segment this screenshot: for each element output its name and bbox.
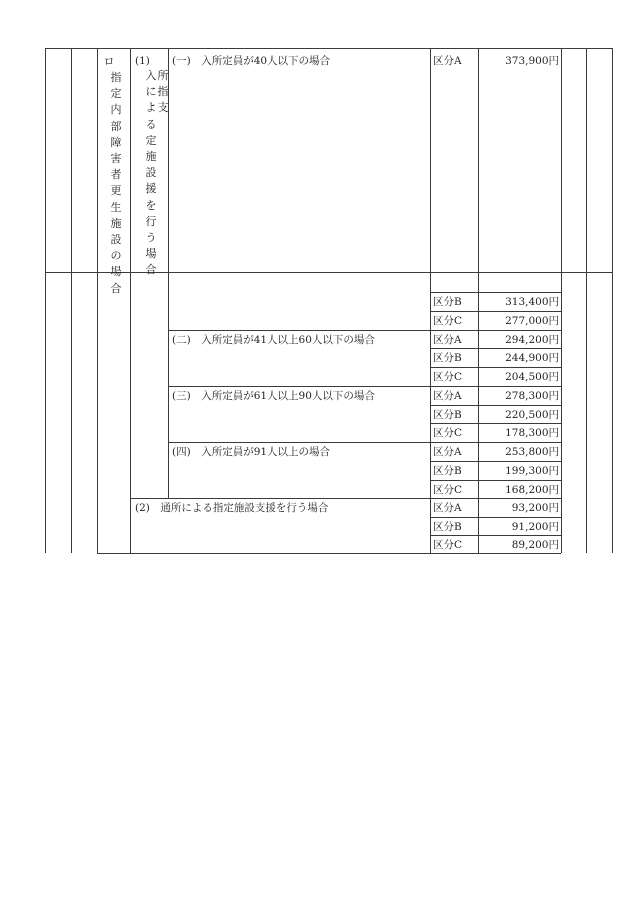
col-rule	[561, 48, 562, 553]
sub2-label: (2) 通所による指定施設支援を行う場合	[135, 502, 329, 514]
row-rule	[430, 480, 561, 481]
amount-cell: 253,800円	[505, 446, 559, 458]
category-cell: 区分B	[433, 352, 462, 364]
row-rule	[168, 386, 561, 387]
category-cell: 区分B	[433, 521, 462, 533]
category-cell: 区分B	[433, 465, 462, 477]
row-rule	[168, 442, 561, 443]
category-cell: 区分C	[433, 427, 463, 439]
row-rule	[430, 311, 561, 312]
amount-cell: 294,200円	[505, 334, 559, 346]
amount-cell: 277,000円	[505, 315, 559, 327]
amount-cell: 244,900円	[505, 352, 559, 364]
col-rule	[430, 48, 431, 553]
section-title-vertical: 指定内部障害者更生施設の場合	[110, 71, 122, 295]
amount-cell: 204,500円	[505, 371, 559, 383]
row-rule	[430, 423, 561, 424]
col-rule	[45, 48, 46, 553]
amount-cell: 313,400円	[505, 296, 559, 308]
category-cell: 区分C	[433, 315, 463, 327]
amount-cell: 91,200円	[511, 521, 559, 533]
amount-cell: 373,900円	[505, 55, 559, 67]
col-rule	[97, 48, 98, 553]
row-rule	[430, 535, 561, 536]
group-label: (四) 入所定員が91人以上の場合	[172, 446, 331, 458]
section-marker: ロ	[103, 55, 115, 68]
category-cell: 区分C	[433, 539, 463, 551]
category-cell: 区分A	[433, 55, 462, 67]
amount-cell: 220,500円	[505, 409, 559, 421]
row-rule	[430, 367, 561, 368]
amount-cell: 178,300円	[505, 427, 559, 439]
row-rule	[430, 348, 561, 349]
category-cell: 区分C	[433, 484, 463, 496]
col-rule	[71, 48, 72, 553]
row-rule	[430, 292, 561, 293]
group-label: (一) 入所定員が40人以下の場合	[172, 55, 331, 67]
category-cell: 区分A	[433, 502, 462, 514]
amount-cell: 89,200円	[511, 539, 559, 551]
sub1-number: (1)	[135, 55, 150, 67]
row-rule	[168, 330, 561, 331]
amount-cell: 93,200円	[511, 502, 559, 514]
col-rule	[612, 48, 613, 553]
group-label: (三) 入所定員が61人以上90人以下の場合	[172, 390, 375, 402]
category-cell: 区分A	[433, 446, 462, 458]
row-rule	[430, 461, 561, 462]
col-rule	[586, 48, 587, 553]
row-rule	[430, 517, 561, 518]
category-cell: 区分B	[433, 296, 462, 308]
amount-cell: 168,200円	[505, 484, 559, 496]
amount-cell: 278,300円	[505, 390, 559, 402]
col-rule	[478, 48, 479, 553]
group-label: (二) 入所定員が41人以上60人以下の場合	[172, 334, 375, 346]
row-rule	[430, 405, 561, 406]
sub1-label-col2: 所指支	[157, 69, 169, 115]
category-cell: 区分C	[433, 371, 463, 383]
category-cell: 区分A	[433, 390, 462, 402]
category-cell: 区分B	[433, 409, 462, 421]
category-cell: 区分A	[433, 334, 462, 346]
col-rule	[130, 48, 131, 553]
table-border-bottom	[97, 553, 561, 554]
row-rule	[130, 498, 561, 499]
amount-cell: 199,300円	[505, 465, 559, 477]
sub1-label-col1: 入による定施設援を行う場合	[145, 69, 157, 277]
